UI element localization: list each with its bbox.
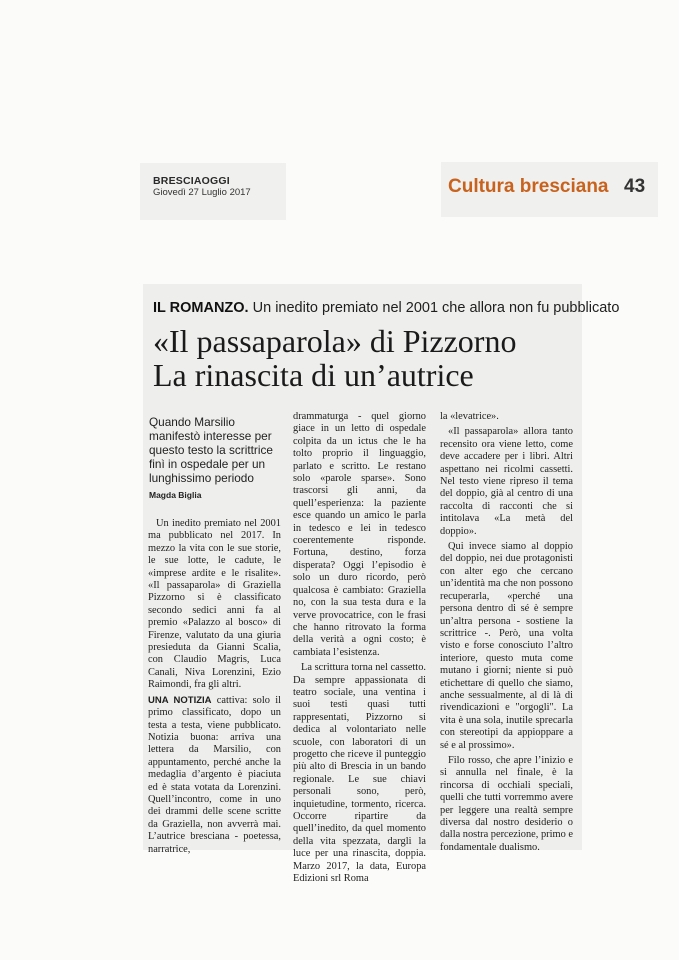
article-clipping <box>143 284 620 885</box>
paragraph: La scrittura torna nel cassetto. Da sempre appassionata di teatro sociale, una ventina i suoi testi quasi tutti rappresentati, Pizzorno si dedica al volontariato nelle scuole, con laboratori di un progetto che riceve il punteggio più alto di Brescia in un bando regionale. Le sue chiavi personali sono, però, inquietudine, tormento, ricerca. Occorre ripartire da quell’inedito, da quel momento della vita spezzata, dargli la luce per una rinascita, doppia. Marzo 2017, la data, Europa Edizioni srl Roma <box>293 662 426 885</box>
article-headline <box>153 324 516 392</box>
paragraph: drammaturga - quel giorno giace in un letto di ospedale colpita da un ictus che le ha tolto proprio il linguaggio, parlato e scritto. Le restano solo «parole sparse». Sono trascorsi gli anni, da quell’esperienza: la paziente esce quando un amico le parla in tedesco e lei in tedesco coerentemente risponde. Fortuna, destino, forza disperata? Oggi l’episodio è solo un duro ricordo, però qualcosa è cambiato: Graziella no, con la sua testa dura e la verve provocatrice, con le frasi che hanno ritrovato la forma della verità a ogni costo; è cambiata l’esistenza. <box>293 411 426 658</box>
article-byline: Magda Biglia <box>149 490 202 500</box>
article-kicker <box>153 300 620 316</box>
paragraph: Un inedito premiato nel 2001 ma pubblicato nel 2017. In mezzo la vita con le sue storie, le sue lotte, le cadute, le «imprese ardite e le risalite». «Il passaparola» di Graziella Pizzorno si è classificato secondo sedici anni fa al premio «Palazzo al bosco» di Firenze, valutato da una giuria presieduta da Gianni Scalia, con Claudio Magris, Luca Canali, Niva Lorenzini, Ezio Raimondi, fra gli altri. <box>148 518 281 691</box>
paragraph: Qui invece siamo al doppio del doppio, nei due protagonisti con alter ego che cercano un’identità ma che non possono recuperarla, «perché una persona dentro di sé è sempre un’altra persona - sostiene la scrittrice -. Però, una volta visto e forse conosciuto l’altro interiore, questo muta come mutano i giorni; niente si può etichettare di quello che siamo, anche sessualmente, al di là di rivendicazioni e "orgogli". La vita è una sola, inutile sprecarla con stereotipi da appioppare a sé e al prossimo». <box>440 541 573 751</box>
article-subhead: Quando Marsilio manifestò interesse per questo testo la scrittrice finì in ospedale per un lunghissimo periodo <box>149 415 273 485</box>
text-column-2 <box>293 411 426 888</box>
newspaper-name: BRESCIAOGGI <box>153 175 230 187</box>
masthead-clipping <box>140 163 286 220</box>
headline-line-1: «Il passaparola» di Pizzorno <box>153 323 517 359</box>
paragraph-lead: UNA NOTIZIA <box>148 694 212 706</box>
paragraph: «Il passaparola» allora tanto recensito ora viene letto, come deve accadere per i libri. Altri aspettano nei ricolmi cassetti. Nel testo viene ripreso il tema del doppio, già al centro di una raccolta di racconti che si intitolava «La metà del doppio». <box>440 426 573 537</box>
section-name: Cultura bresciana <box>448 176 609 197</box>
section-header-clipping <box>441 162 658 217</box>
text-column-1 <box>148 518 281 859</box>
paragraph <box>148 695 281 856</box>
kicker-label: IL ROMANZO. <box>153 300 249 316</box>
issue-date: Giovedì 27 Luglio 2017 <box>153 187 251 198</box>
paragraph: Filo rosso, che apre l’inizio e si annulla nel finale, è la rincorsa di occhiali speciali, quelli che tutti vorremmo avere per leggere una realtà sempre diversa dal nostro desiderio o dalla nostra percezione, primo e fondamentale dualismo. <box>440 754 573 853</box>
text-column-3 <box>440 411 573 857</box>
paragraph: la «levatrice». <box>440 411 499 422</box>
kicker-text: Un inedito premiato nel 2001 che allora non fu pubblicato <box>252 300 620 316</box>
paragraph-text: cattiva: solo il primo classificato, dopo un testa a testa, viene pubblicato. Notizia buona: arriva una lettera da Marsilio, con appuntamento, perché anche la medaglia d’argento è piaciuta ed è stata votata da Lorenzini. Quell’incontro, come in uno dei drammi delle scene scritte da Graziella, non avverrà mai. L’autrice bresciana - poetessa, narratrice, <box>148 694 281 855</box>
headline-line-2: La rinascita di un’autrice <box>153 357 474 393</box>
page-number: 43 <box>624 176 646 197</box>
